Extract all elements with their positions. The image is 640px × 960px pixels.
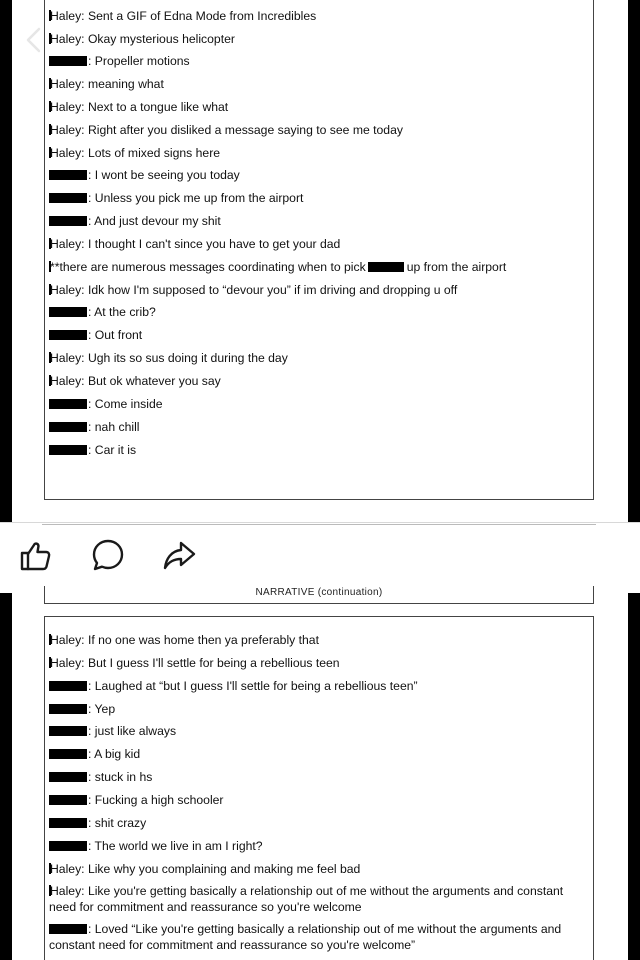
transcript-line — [49, 724, 176, 739]
speaker-name: Haley — [50, 123, 82, 137]
speaker-name: Haley — [50, 9, 82, 23]
redacted-name — [49, 422, 87, 432]
transcript-line — [49, 146, 220, 161]
redacted-name — [49, 726, 87, 736]
message-text: : Like you're getting basically a relationship out of me without the arguments and constant need for commitment and reassurance so you're welcome — [49, 884, 564, 914]
message-text: : Propeller motions — [88, 54, 190, 68]
message-text: : Out front — [88, 328, 143, 342]
transcript-line — [49, 702, 115, 717]
speaker-name: Haley — [50, 32, 82, 46]
speaker-name: Haley — [50, 146, 82, 160]
redacted-name — [49, 772, 87, 782]
post-action-bar — [0, 522, 640, 593]
message-text: : A big kid — [88, 747, 141, 761]
redacted-name — [368, 262, 404, 272]
thumbs-up-icon[interactable] — [18, 538, 52, 572]
message-text: : Loved “Like you're getting basically a relationship out of me without the arguments and constant need for commitment and reassurance so you're welcome” — [49, 922, 562, 952]
transcript-line — [49, 54, 190, 69]
speaker-name: Haley — [50, 374, 82, 388]
message-text: : At the crib? — [88, 305, 156, 319]
speaker-name: Haley — [50, 656, 82, 670]
message-text: : Like why you complaining and making me feel bad — [81, 862, 361, 876]
message-text: : Come inside — [88, 397, 163, 411]
redacted-name — [49, 170, 87, 180]
redacted-name — [49, 330, 87, 340]
speaker-name: Haley — [50, 77, 82, 91]
comment-icon[interactable] — [91, 538, 125, 572]
divider — [42, 524, 596, 525]
transcript-line — [49, 862, 360, 877]
message-text: : Sent a GIF of Edna Mode from Incredibles — [81, 9, 317, 23]
message-text: : Yep — [88, 702, 116, 716]
transcript-line — [49, 32, 235, 47]
message-text: : But ok whatever you say — [81, 374, 221, 388]
redacted-name — [49, 445, 87, 455]
transcript-line — [49, 884, 569, 915]
transcript-line — [49, 123, 403, 138]
transcript-line — [49, 214, 221, 229]
redacted-name — [49, 818, 87, 828]
transcript-line — [49, 397, 163, 412]
speaker-name: Haley — [50, 100, 82, 114]
redacted-name — [49, 56, 87, 66]
transcript-line — [49, 633, 319, 648]
message-text: : I thought I can't since you have to get your dad — [81, 237, 341, 251]
message-text: : Right after you disliked a message saying to see me today — [81, 123, 403, 137]
transcript-line — [49, 793, 224, 808]
narrative-header-box — [44, 586, 594, 604]
message-text: : Okay mysterious helicopter — [81, 32, 235, 46]
transcript-line — [49, 374, 221, 389]
speaker-name: Haley — [50, 351, 82, 365]
transcript-line — [49, 100, 228, 115]
transcript-line — [49, 816, 146, 831]
document-page-top — [12, 0, 628, 528]
message-text: : I wont be seeing you today — [88, 168, 240, 182]
transcript-line — [49, 283, 457, 298]
transcript-line — [49, 237, 340, 252]
message-text: : Car it is — [88, 443, 137, 457]
message-text: : Unless you pick me up from the airport — [88, 191, 304, 205]
redacted-name — [49, 216, 87, 226]
transcript-line — [49, 770, 152, 785]
transcript-line — [49, 922, 569, 953]
redacted-name — [49, 307, 87, 317]
redacted-name — [49, 749, 87, 759]
message-text: : just like always — [88, 724, 177, 738]
transcript-line — [49, 747, 140, 762]
transcript-line — [49, 77, 164, 92]
transcript-line — [49, 191, 303, 206]
document-page-bottom — [12, 587, 628, 960]
transcript-line — [49, 168, 240, 183]
transcript-line — [49, 679, 418, 694]
transcript-line — [49, 9, 316, 24]
speaker-name: Haley — [50, 283, 82, 297]
message-text: : Fucking a high schooler — [88, 793, 224, 807]
message-text: : Next to a tongue like what — [81, 100, 229, 114]
redacted-name — [49, 841, 87, 851]
speaker-name: Haley — [50, 633, 82, 647]
speaker-name: Haley — [50, 237, 82, 251]
speaker-name: Haley — [50, 862, 82, 876]
narrative-note — [49, 260, 506, 275]
transcript-line — [49, 839, 263, 854]
transcript-line — [49, 420, 140, 435]
redacted-name — [49, 193, 87, 203]
message-text: : Lots of mixed signs here — [81, 146, 221, 160]
narrative-header: NARRATIVE (continuation) — [255, 587, 383, 598]
message-text: : nah chill — [88, 420, 140, 434]
back-arrow-icon[interactable] — [22, 26, 46, 54]
message-text: : But I guess I'll settle for being a rebellious teen — [81, 656, 340, 670]
message-text: : Laughed at “but I guess I'll settle for being a rebellious teen” — [88, 679, 418, 693]
message-text: : If no one was home then ya preferably that — [81, 633, 319, 647]
note-text-end: up from the airport — [406, 260, 507, 274]
redacted-name — [49, 399, 87, 409]
message-text: : Ugh its so sus doing it during the day — [81, 351, 288, 365]
transcript-line — [49, 305, 156, 320]
transcript-line — [49, 328, 142, 343]
note-text-start: **there are numerous messages coordinating when to pick — [50, 260, 366, 274]
transcript-line — [49, 656, 340, 671]
message-text: : meaning what — [81, 77, 164, 91]
message-text: : The world we live in am I right? — [88, 839, 263, 853]
speaker-name: Haley — [50, 884, 82, 898]
message-text: : And just devour my shit — [88, 214, 221, 228]
redacted-name — [49, 795, 87, 805]
share-icon[interactable] — [162, 538, 196, 572]
redacted-name — [49, 924, 87, 934]
message-text: : stuck in hs — [88, 770, 153, 784]
redacted-name — [49, 704, 87, 714]
message-text: : Idk how I'm supposed to “devour you” if im driving and dropping u off — [81, 283, 458, 297]
transcript-line — [49, 351, 288, 366]
transcript-line — [49, 443, 136, 458]
redacted-name — [49, 681, 87, 691]
message-text: : shit crazy — [88, 816, 147, 830]
